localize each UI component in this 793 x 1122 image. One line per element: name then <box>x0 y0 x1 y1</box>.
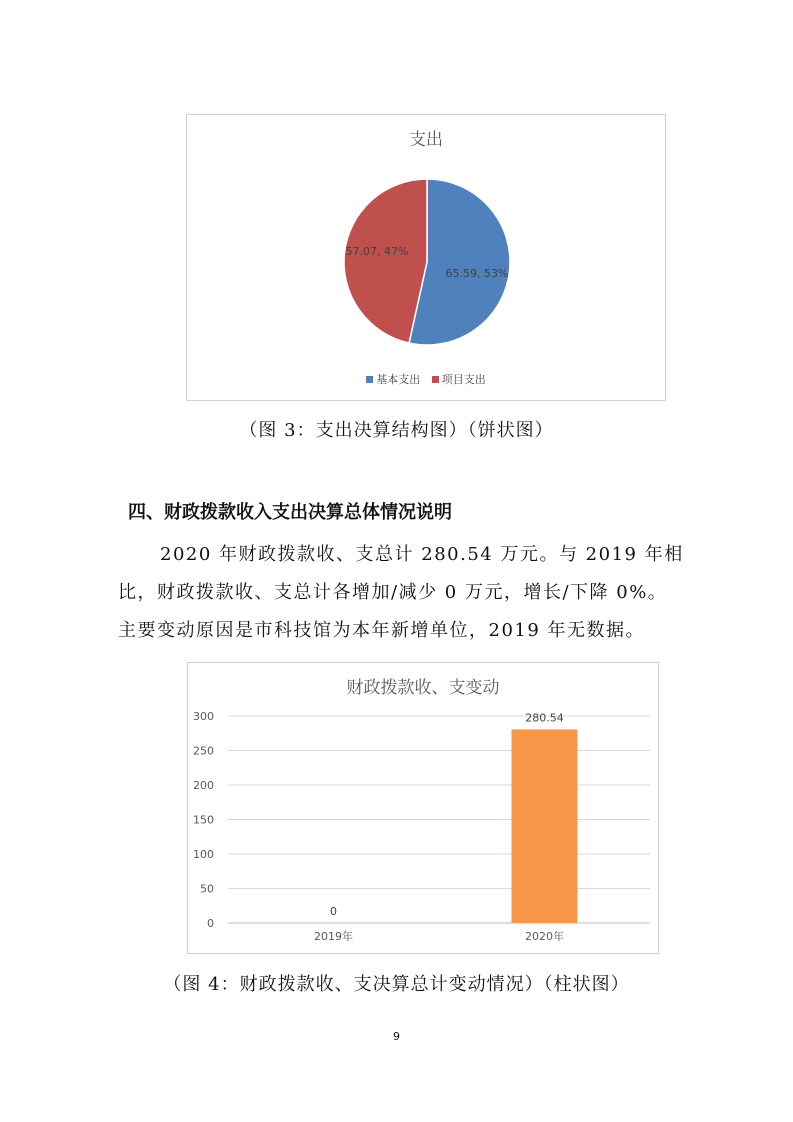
legend-item-project <box>432 371 486 387</box>
pie-legend <box>187 371 665 387</box>
figure-3-caption: （图 3：支出决算结构图）（饼状图） <box>239 420 554 441</box>
bar-data-label: 0 <box>330 905 337 918</box>
section-heading: 四、财政拨款收入支出决算总体情况说明 <box>128 502 452 523</box>
bar-x-tick-label: 2019年 <box>314 930 353 943</box>
bar-y-tick-label: 150 <box>193 813 214 827</box>
bar-y-tick-label: 300 <box>193 710 214 723</box>
pie-chart-title: 支出 <box>409 130 443 150</box>
page-number: 9 <box>393 1030 400 1043</box>
pie-data-label-project: 57.07, 47% <box>345 245 409 258</box>
bar-y-tick-label: 0 <box>207 917 214 930</box>
bar-2020年 <box>512 729 578 923</box>
bar-x-tick-label: 2020年 <box>525 930 564 943</box>
paragraph-line-1: 2020 年财政拨款收、支总计 280.54 万元。与 2019 年相 <box>160 544 684 565</box>
pie-chart <box>186 114 666 401</box>
bar-y-tick-label: 100 <box>193 848 214 861</box>
legend-swatch-project <box>432 376 439 383</box>
bar-data-label: 280.54 <box>525 711 564 725</box>
legend-swatch-basic <box>366 376 373 383</box>
pie-chart-svg <box>187 115 665 365</box>
pie-slice-project <box>344 179 427 343</box>
bar-y-tick-label: 200 <box>193 779 214 792</box>
bar-chart <box>187 662 659 954</box>
legend-label-basic: 基本支出 <box>376 373 421 386</box>
legend-label-project: 项目支出 <box>441 373 486 386</box>
bar-chart-title: 财政拨款收、支变动 <box>346 678 500 698</box>
bar-y-tick-label: 250 <box>193 744 214 758</box>
bar-chart-svg <box>188 663 658 953</box>
paragraph-line-3: 主要变动原因是市科技馆为本年新增单位，2019 年无数据。 <box>118 620 646 641</box>
figure-4-caption: （图 4：财政拨款收、支决算总计变动情况）（柱状图） <box>163 974 630 995</box>
legend-item-basic <box>366 371 420 387</box>
paragraph-line-2: 比，财政拨款收、支总计各增加/减少 0 万元，增长/下降 0%。 <box>118 582 668 603</box>
bar-y-tick-label: 50 <box>200 882 214 896</box>
pie-data-label-basic: 65.59, 53% <box>445 267 509 280</box>
